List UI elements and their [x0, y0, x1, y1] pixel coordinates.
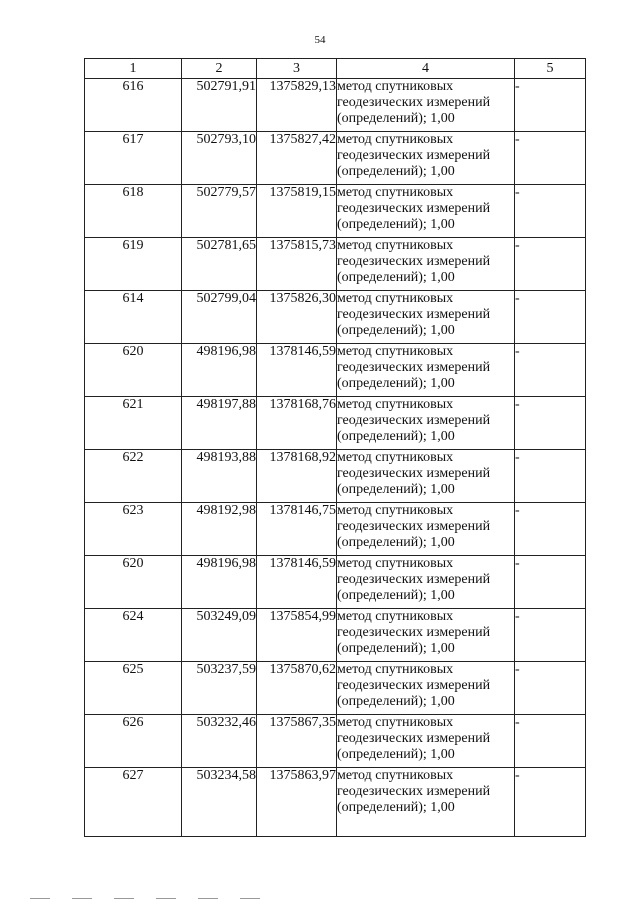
y-coordinate-cell: 1375827,42 — [257, 132, 337, 185]
table-row — [85, 132, 586, 185]
method-cell: метод спутниковых геодезических измерений (определений); 1,00 — [337, 185, 515, 238]
x-coordinate-cell: 502799,04 — [182, 291, 257, 344]
x-coordinate-cell: 498193,88 — [182, 450, 257, 503]
y-coordinate-cell: 1378168,76 — [257, 397, 337, 450]
header-col-1: 1 — [85, 59, 182, 79]
y-coordinate-cell: 1375867,35 — [257, 715, 337, 768]
point-number-cell: 614 — [85, 291, 182, 344]
table-row — [85, 556, 586, 609]
header-col-3: 3 — [257, 59, 337, 79]
x-coordinate-cell: 498196,98 — [182, 344, 257, 397]
point-number-cell: 618 — [85, 185, 182, 238]
method-cell: метод спутниковых геодезических измерений (определений); 1,00 — [337, 79, 515, 132]
table-body — [85, 79, 586, 837]
column-5-cell: - — [515, 397, 586, 450]
point-number-cell: 625 — [85, 662, 182, 715]
x-coordinate-cell: 502791,91 — [182, 79, 257, 132]
column-5-cell: - — [515, 132, 586, 185]
method-cell: метод спутниковых геодезических измерений (определений); 1,00 — [337, 503, 515, 556]
scan-footer-marks — [30, 898, 330, 902]
column-5-cell: - — [515, 715, 586, 768]
y-coordinate-cell: 1375854,99 — [257, 609, 337, 662]
method-cell: метод спутниковых геодезических измерений (определений); 1,00 — [337, 238, 515, 291]
x-coordinate-cell: 502781,65 — [182, 238, 257, 291]
point-number-cell: 624 — [85, 609, 182, 662]
x-coordinate-cell: 503232,46 — [182, 715, 257, 768]
page-number: 54 — [314, 34, 326, 46]
x-coordinate-cell: 498197,88 — [182, 397, 257, 450]
column-5-cell: - — [515, 344, 586, 397]
column-5-cell: - — [515, 662, 586, 715]
y-coordinate-cell: 1375870,62 — [257, 662, 337, 715]
table-header-row — [85, 59, 586, 79]
method-cell: метод спутниковых геодезических измерений (определений); 1,00 — [337, 450, 515, 503]
table-row — [85, 768, 586, 837]
column-5-cell: - — [515, 503, 586, 556]
x-coordinate-cell: 503237,59 — [182, 662, 257, 715]
table-row — [85, 397, 586, 450]
column-5-cell: - — [515, 79, 586, 132]
table-row — [85, 185, 586, 238]
x-coordinate-cell: 503249,09 — [182, 609, 257, 662]
method-cell: метод спутниковых геодезических измерений (определений); 1,00 — [337, 662, 515, 715]
point-number-cell: 626 — [85, 715, 182, 768]
y-coordinate-cell: 1375829,13 — [257, 79, 337, 132]
table-row — [85, 291, 586, 344]
column-5-cell: - — [515, 768, 586, 837]
point-number-cell: 620 — [85, 556, 182, 609]
table-row — [85, 503, 586, 556]
y-coordinate-cell: 1378168,92 — [257, 450, 337, 503]
table-row — [85, 715, 586, 768]
y-coordinate-cell: 1378146,59 — [257, 344, 337, 397]
point-number-cell: 616 — [85, 79, 182, 132]
point-number-cell: 621 — [85, 397, 182, 450]
point-number-cell: 623 — [85, 503, 182, 556]
column-5-cell: - — [515, 238, 586, 291]
table-row — [85, 238, 586, 291]
header-col-2: 2 — [182, 59, 257, 79]
point-number-cell: 627 — [85, 768, 182, 837]
point-number-cell: 622 — [85, 450, 182, 503]
method-cell: метод спутниковых геодезических измерений (определений); 1,00 — [337, 397, 515, 450]
column-5-cell: - — [515, 609, 586, 662]
table-row — [85, 450, 586, 503]
point-number-cell: 617 — [85, 132, 182, 185]
table-row — [85, 344, 586, 397]
x-coordinate-cell: 503234,58 — [182, 768, 257, 837]
point-number-cell: 619 — [85, 238, 182, 291]
method-cell: метод спутниковых геодезических измерений (определений); 1,00 — [337, 344, 515, 397]
y-coordinate-cell: 1378146,59 — [257, 556, 337, 609]
header-col-4: 4 — [337, 59, 515, 79]
x-coordinate-cell: 502779,57 — [182, 185, 257, 238]
header-col-5: 5 — [515, 59, 586, 79]
x-coordinate-cell: 498192,98 — [182, 503, 257, 556]
x-coordinate-cell: 498196,98 — [182, 556, 257, 609]
point-number-cell: 620 — [85, 344, 182, 397]
table-row — [85, 79, 586, 132]
coordinates-table — [84, 58, 586, 837]
column-5-cell: - — [515, 556, 586, 609]
method-cell: метод спутниковых геодезических измерений (определений); 1,00 — [337, 556, 515, 609]
table-row — [85, 609, 586, 662]
column-5-cell: - — [515, 185, 586, 238]
method-cell: метод спутниковых геодезических измерений (определений); 1,00 — [337, 609, 515, 662]
method-cell: метод спутниковых геодезических измерений (определений); 1,00 — [337, 768, 515, 837]
method-cell: метод спутниковых геодезических измерений (определений); 1,00 — [337, 291, 515, 344]
method-cell: метод спутниковых геодезических измерений (определений); 1,00 — [337, 715, 515, 768]
method-cell: метод спутниковых геодезических измерений (определений); 1,00 — [337, 132, 515, 185]
x-coordinate-cell: 502793,10 — [182, 132, 257, 185]
table-row — [85, 662, 586, 715]
column-5-cell: - — [515, 291, 586, 344]
y-coordinate-cell: 1375815,73 — [257, 238, 337, 291]
y-coordinate-cell: 1375863,97 — [257, 768, 337, 837]
y-coordinate-cell: 1375819,15 — [257, 185, 337, 238]
y-coordinate-cell: 1375826,30 — [257, 291, 337, 344]
y-coordinate-cell: 1378146,75 — [257, 503, 337, 556]
column-5-cell: - — [515, 450, 586, 503]
